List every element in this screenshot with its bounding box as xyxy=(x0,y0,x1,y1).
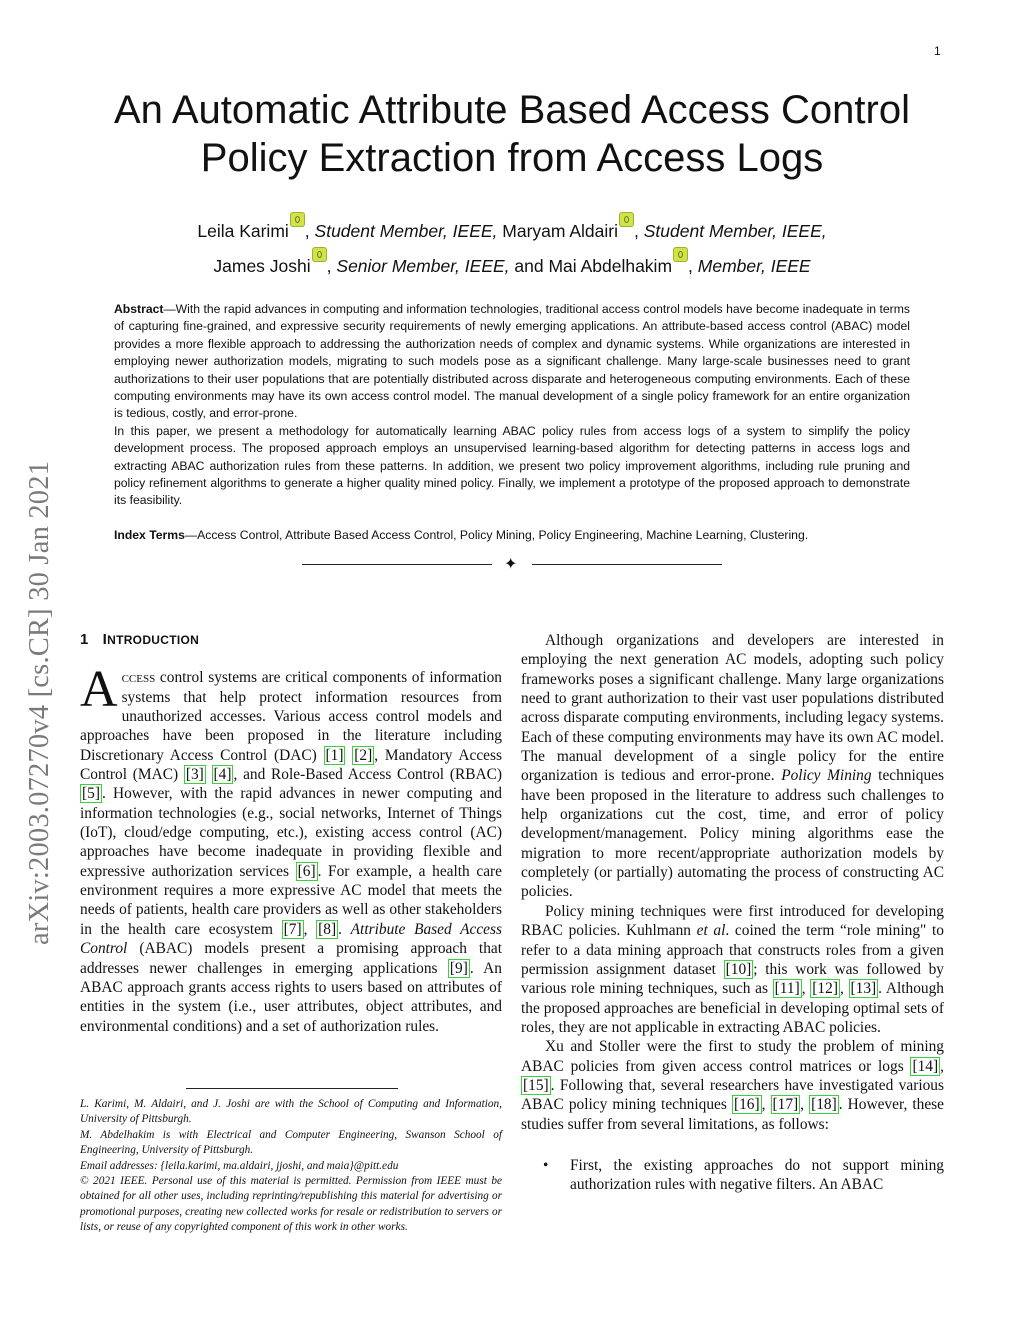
index-terms-text: Access Control, Attribute Based Access Control, Policy Mining, Policy Engineering, Machine Learning, Clustering. xyxy=(197,528,809,542)
index-terms-label: Index Terms xyxy=(114,528,185,542)
footnote-affiliation-1: L. Karimi, M. Aldairi, and J. Joshi are with the School of Computing and Information, University of Pittsburgh. xyxy=(80,1098,502,1126)
footnote-affiliation-2: M. Abdelhakim is with Electrical and Computer Engineering, Swanson School of Engineering, University of Pittsburgh. xyxy=(80,1128,502,1157)
citation-link[interactable]: [10] xyxy=(725,960,752,978)
footnote-emails: Email addresses: {leila.karimi, ma.aldairi, jjoshi, and maia}@pitt.edu xyxy=(80,1159,399,1172)
right-paragraph-1: Although organizations and developers are interested in employing the next generation AC models, adopting such policy frameworks poses a significant challenge. Many large organizations need to grant authorization to their vast user populations distributed across disparate computing environments, including legacy systems. Each of these computing environments may have its own AC model. The manual development of a single policy for the entire organization is tedious and error-prone. Policy Mining techniques have been proposed in the literature to address such challenges to help organizations cut the cost, time, and error of policy development/management. Policy mining algorithms ease the migration to more recent/appropriate authorization models by completely (or partially) automating the process of constructing AC policies. xyxy=(521,632,944,901)
right-paragraph-2: Policy mining techniques were first introduced for developing RBAC policies. Kuhlmann et al. coined the term “role mining" to refer to a data mining approach that constructs roles from a given permission assignment dataset [10] ; this work was followed by various role mining techniques, such as [11] , [12] , [13] . Although the proposed approaches are beneficial in developing optimal sets of roles, they are not applicable in extracting ABAC policies. xyxy=(521,902,944,1036)
index-terms: Index Terms—Access Control, Attribute Based Access Control, Policy Mining, Policy Engineering, Machine Learning, Clustering. xyxy=(114,528,809,542)
separator-line xyxy=(302,564,492,565)
abstract-label: Abstract xyxy=(114,302,164,316)
citation-link[interactable]: [7] xyxy=(283,920,302,938)
separator-line xyxy=(532,564,722,565)
citation-link[interactable]: [1] xyxy=(325,746,344,764)
abstract: Abstract—With the rapid advances in computing and information technologies, traditional access control models have become inadequate in terms of capturing fine-grained, and expressive security requirements of newly emerging applications. An attribute-based access control (ABAC) model provides a more flexible approach to addressing the authorization needs of complex and dynamic systems. While organizations are interested in employing newer authorization models, migrating to such models pose as a significant challenge. Many large-scale businesses need to grant authorizations to their user populations that are potentially distributed across disparate and heterogeneous computing environments. Each of these computing environments may have its own access control model. The manual development of a single policy framework for an entire organization is tedious, costly, and error-prone. In this paper, we present a methodology for automatically learning ABAC policy rules from access logs of a system to simplify the policy development process. The proposed approach employs an unsupervised learning-based algorithm for detecting patterns in access logs and extracting ABAC authorization rules from these patterns. In addition, we present two policy improvement algorithms, including rule pruning and policy refinement algorithms to generate a higher quality mined policy. Finally, we implement a prototype of the proposed approach to demonstrate its feasibility. xyxy=(114,301,910,510)
paper-title xyxy=(80,86,944,182)
author-name: Leila Karimi xyxy=(197,221,289,241)
footnote-rule xyxy=(186,1088,398,1089)
citation-link[interactable]: [6] xyxy=(297,862,316,880)
author-name: Mai Abdelhakim xyxy=(548,256,673,276)
citation-link[interactable]: [5] xyxy=(82,785,100,803)
abstract-paragraph-2: In this paper, we present a methodology for automatically learning ABAC policy rules from access logs of a system to simplify the policy development process. The proposed approach employs an unsupervised learning-based algorithm for detecting patterns in access logs and extracting ABAC authorization rules from these patterns. In addition, we present two policy improvement algorithms, including rule pruning and policy refinement algorithms to generate a higher quality mined policy. Finally, we implement a prototype of the proposed approach to demonstrate its feasibility. xyxy=(114,423,910,508)
orcid-icon[interactable] xyxy=(290,212,305,227)
diamond-icon: ✦ xyxy=(504,556,518,573)
intro-paragraph-1: Access control systems are critical components of information systems that help protect information resources from unauthorized accesses. Various access control models and approaches have been proposed in the literature including Discretionary Access Control (DAC) [1] [2] , Mandatory Access Control (MAC) [3] [4] , and Role-Based Access Control (RBAC) [5] . However, with the rapid advances in newer computing and information technologies (e.g., social networks, Internet of Things (IoT), cloud/edge computing, etc.), existing access control (AC) approaches have become inadequate in providing flexible and expressive authorization services [6] . For example, a health care environment requires a more expressive AC model that meets the needs of patients, health care providers as well as other stakeholders in the health care ecosystem [7] , [8] . Attribute Based Access Control (ABAC) models present a promising approach that addresses newer challenges in emerging applications [9] . An ABAC approach grants access rights to users based on attributes of entities in the system (i.e., user attributes, object attributes, and environmental conditions) and a set of authorization rules. xyxy=(80,661,502,1035)
section-number: 1 xyxy=(80,631,89,648)
right-column xyxy=(521,631,944,1195)
bullet-icon: • xyxy=(543,1156,549,1174)
author-membership: Member, IEEE xyxy=(697,256,811,276)
citation-link[interactable]: [13] xyxy=(850,980,877,998)
footnote-copyright: © 2021 IEEE. Personal use of this material is permitted. Permission from IEEE must be obtained for all other uses, including reprinting/republishing this material for advertising or promotional purposes, creating new collected works for resale or redistribution to servers or lists, or reuse of any copyrighted component of this work in other works. xyxy=(80,1175,502,1234)
orcid-icon[interactable] xyxy=(673,247,688,262)
left-column xyxy=(80,630,502,1036)
title-line-1: An Automatic Attribute Based Access Control xyxy=(114,88,910,132)
author-block: Leila Karimi , Student Member, IEEE, Maryam Aldairi , Student Member, IEEE, James Joshi , Senior Member, IEEE, and Mai Abdelhakim , Member, IEEE xyxy=(80,212,944,282)
citation-link[interactable]: [4] xyxy=(213,766,232,784)
author-name: James Joshi xyxy=(213,256,311,276)
citation-link[interactable]: [15] xyxy=(523,1076,549,1094)
author-membership: Student Member, IEEE, xyxy=(643,221,827,241)
drop-cap: A xyxy=(80,661,118,719)
citation-link[interactable]: [8] xyxy=(318,920,337,938)
citation-link[interactable]: [11] xyxy=(774,980,800,998)
author-membership: Senior Member, IEEE, xyxy=(336,256,510,276)
citation-link[interactable]: [2] xyxy=(354,746,373,764)
orcid-icon[interactable] xyxy=(312,247,327,262)
page-number: 1 xyxy=(934,44,941,58)
section-separator xyxy=(302,555,722,575)
author-name: Maryam Aldairi xyxy=(502,221,619,241)
arxiv-stamp[interactable]: arXiv:2003.07270v4 [cs.CR] 30 Jan 2021 xyxy=(24,460,55,945)
citation-link[interactable]: [12] xyxy=(812,980,838,998)
footnotes xyxy=(80,1097,502,1236)
citation-link[interactable]: [16] xyxy=(733,1096,760,1114)
orcid-icon[interactable] xyxy=(619,212,634,227)
abstract-paragraph-1: With the rapid advances in computing and information technologies, traditional access control models have become inadequate in terms of capturing fine-grained, and expressive security requirements of newly emerging applications. An attribute-based access control (ABAC) model provides a more flexible approach to addressing the authorization needs of complex and dynamic systems. While organizations are interested in employing newer authorization models, migrating to such models pose as a significant challenge. Many large-scale businesses need to grant authorizations to their user populations that are potentially distributed across disparate and heterogeneous computing environments. Each of these computing environments may have its own access control model. The manual development of a single policy framework for an entire organization is tedious, costly, and error-prone. xyxy=(114,302,910,421)
citation-link[interactable]: [14] xyxy=(912,1057,939,1075)
title-line-2: Policy Extraction from Access Logs xyxy=(200,136,824,180)
citation-link[interactable]: [9] xyxy=(449,959,468,977)
author-conjunction: and xyxy=(514,256,544,276)
citation-link[interactable]: [17] xyxy=(772,1096,799,1114)
list-item-text: First, the existing approaches do not support mining authorization rules with negative filters. An ABAC xyxy=(570,1156,944,1194)
citation-link[interactable]: [3] xyxy=(185,766,204,784)
citation-link[interactable]: [18] xyxy=(811,1096,837,1114)
section-heading: 1 INTRODUCTION xyxy=(80,631,200,648)
list-item xyxy=(521,1156,944,1195)
right-paragraph-3: Xu and Stoller were the first to study the problem of mining ABAC policies from given access control matrices or logs [14] , [15] . Following that, several researchers have investigated various ABAC policy mining techniques [16] , [17] , [18] . However, these studies suffer from several limitations, as follows: xyxy=(521,1038,944,1133)
author-membership: Student Member, IEEE, xyxy=(314,221,498,241)
